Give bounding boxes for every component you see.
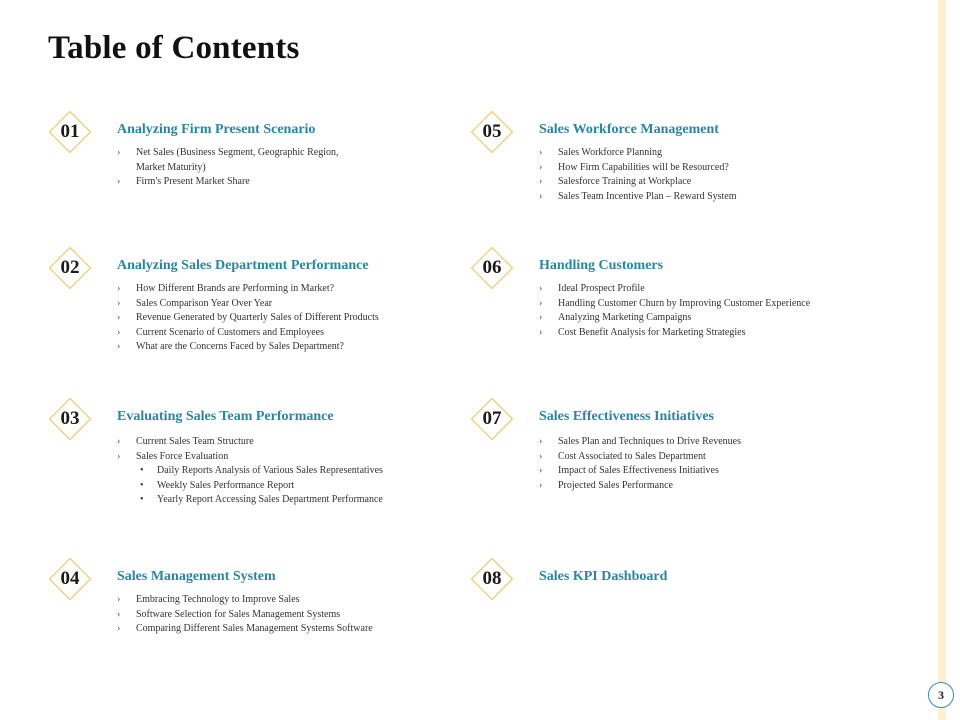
section-number-badge <box>48 397 92 441</box>
list-item: › Ideal Prospect Profile <box>539 282 810 297</box>
list-item: › How Firm Capabilities will be Resourced? <box>539 161 737 176</box>
section-title: Handling Customers <box>539 258 664 273</box>
section-number-badge <box>48 110 92 154</box>
sub-list-item: • Daily Reports Analysis of Various Sales Representatives <box>117 464 383 479</box>
list-item: › Current Sales Team Structure <box>117 435 383 450</box>
list-item: › Projected Sales Performance <box>539 479 741 494</box>
list-item: › Handling Customer Churn by Improving Customer Experience <box>539 297 810 312</box>
list-item: › Revenue Generated by Quarterly Sales of Different Products <box>117 311 379 326</box>
section-title: Sales Management System <box>117 569 276 584</box>
list-item: › Comparing Different Sales Management Systems Software <box>117 622 373 637</box>
section-number-badge <box>470 110 514 154</box>
section-title: Evaluating Sales Team Performance <box>117 409 334 424</box>
section-item-list <box>117 282 379 355</box>
list-item: › Current Scenario of Customers and Employees <box>117 326 379 341</box>
section-number-badge <box>470 246 514 290</box>
side-accent-strip <box>938 0 946 720</box>
section-title: Analyzing Sales Department Performance <box>117 258 369 273</box>
section-number: 05 <box>482 121 502 142</box>
list-item: › Cost Benefit Analysis for Marketing Strategies <box>539 326 810 341</box>
sub-list-item: • Weekly Sales Performance Report <box>117 479 383 494</box>
section-item-list <box>117 146 338 190</box>
section-number-badge <box>470 397 514 441</box>
list-item: › How Different Brands are Performing in Market? <box>117 282 379 297</box>
section-title: Sales Effectiveness Initiatives <box>539 409 714 424</box>
section-title: Analyzing Firm Present Scenario <box>117 122 316 137</box>
list-item: › Analyzing Marketing Campaigns <box>539 311 810 326</box>
section-number: 06 <box>482 257 502 278</box>
section-item-list <box>539 146 737 204</box>
list-item: › Cost Associated to Sales Department <box>539 450 741 465</box>
sub-list-item: • Yearly Report Accessing Sales Department Performance <box>117 493 383 508</box>
page-number: 3 <box>928 682 954 708</box>
section-number: 08 <box>482 568 502 589</box>
list-item: › Sales Comparison Year Over Year <box>117 297 379 312</box>
list-item: › Embracing Technology to Improve Sales <box>117 593 373 608</box>
page-title: Table of Contents <box>48 30 300 66</box>
section-number: 07 <box>482 408 502 429</box>
section-number: 01 <box>60 121 80 142</box>
list-item: › Sales Force Evaluation <box>117 450 383 465</box>
section-number: 02 <box>60 257 80 278</box>
list-item: › Impact of Sales Effectiveness Initiatives <box>539 464 741 479</box>
list-item: › Software Selection for Sales Management Systems <box>117 608 373 623</box>
list-item: › Firm's Present Market Share <box>117 175 338 190</box>
list-item: › Salesforce Training at Workplace <box>539 175 737 190</box>
section-item-list <box>117 435 383 508</box>
list-item: › Sales Workforce Planning <box>539 146 737 161</box>
section-number: 04 <box>60 568 80 589</box>
section-number-badge <box>48 246 92 290</box>
section-title: Sales KPI Dashboard <box>539 569 668 584</box>
section-title: Sales Workforce Management <box>539 122 719 137</box>
section-number: 03 <box>60 408 80 429</box>
section-item-list <box>117 593 373 637</box>
section-number-badge <box>48 557 92 601</box>
list-item: › Net Sales (Business Segment, Geographic Region, <box>117 146 338 161</box>
list-item: › Sales Team Incentive Plan – Reward System <box>539 190 737 205</box>
list-item: › Sales Plan and Techniques to Drive Revenues <box>539 435 741 450</box>
list-item: Market Maturity) <box>136 161 206 173</box>
list-item: › What are the Concerns Faced by Sales Department? <box>117 340 379 355</box>
section-item-list <box>539 435 741 493</box>
section-number-badge <box>470 557 514 601</box>
section-item-list <box>539 282 810 340</box>
